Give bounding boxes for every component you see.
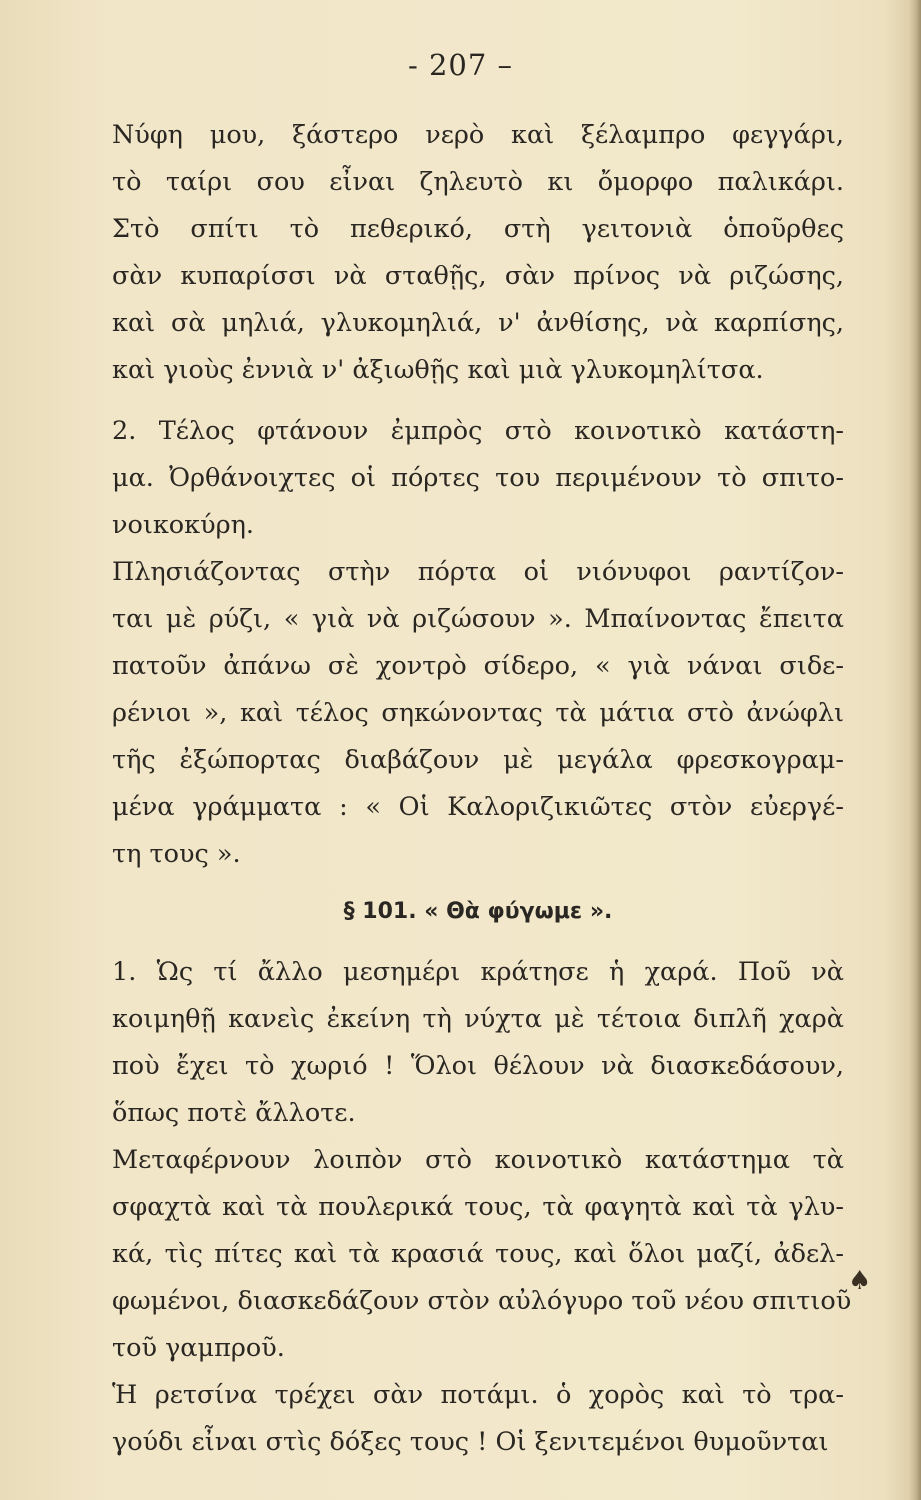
text-line: τῆς ἐξώπορτας διαβάζουν μὲ μεγάλα φρεσκογραμ- — [112, 745, 844, 775]
paragraph — [112, 1372, 844, 1466]
text-line: Μεταφέρνουν λοιπὸν στὸ κοινοτικὸ κατάστημα τὰ — [112, 1145, 844, 1175]
text-line: τοῦ γαμπροῦ. — [112, 1333, 285, 1363]
text-line: κοιμηθῇ κανεὶς ἐκείνη τὴ νύχτα μὲ τέτοια διπλῆ χαρὰ — [112, 1004, 844, 1034]
text-line: πατοῦν ἀπάνω σὲ χοντρὸ σίδερο, « γιὰ νάναι σιδε- — [112, 651, 844, 681]
text-line: μα. Ὀρθάνοιχτες οἱ πόρτες του περιμένουν τὸ σπιτο- — [112, 463, 844, 493]
text-line: Στὸ σπίτι τὸ πεθερικό, στὴ γειτονιὰ ὁποῦρθες — [112, 214, 844, 244]
text-line: Νύφη μου, ξάστερο νερὸ καὶ ξέλαμπρο φεγγάρι, — [112, 120, 844, 150]
section-heading: § 101. « Θὰ φύγωμε ». — [343, 899, 613, 924]
text-line: ται μὲ ρύζι, « γιὰ νὰ ριζώσουν ». Μπαίνοντας ἔπειτα — [112, 604, 844, 634]
paragraph — [112, 949, 844, 1137]
text-line: 1. Ὡς τί ἄλλο μεσημέρι κράτησε ἡ χαρά. Ποῦ νὰ — [112, 957, 844, 987]
margin-mark: ♠ — [848, 1266, 872, 1296]
text-line: τὸ ταίρι σου εἶναι ζηλευτὸ κι ὄμορφο παλικάρι. — [112, 167, 844, 197]
text-line: μένα γράμματα : « Οἱ Καλοριζικιῶτες στὸν εὐεργέ- — [112, 792, 844, 822]
text-line: Πλησιάζοντας στὴν πόρτα οἱ νιόνυφοι ραντίζον- — [112, 557, 844, 587]
text-line: ρένιοι », καὶ τέλος σηκώνοντας τὰ μάτια στὸ ἀνώφλι — [112, 698, 844, 728]
page-number: - 207 – — [407, 48, 514, 82]
text-line: σὰν κυπαρίσσι νὰ σταθῇς, σὰν πρίνος νὰ ριζώσης, — [112, 261, 844, 291]
text-line: νοικοκύρη. — [112, 510, 254, 540]
paragraph — [112, 1137, 852, 1372]
text-line: 2. Τέλος φτάνουν ἐμπρὸς στὸ κοινοτικὸ κατάστη- — [112, 416, 844, 446]
text-line: τη τους ». — [112, 839, 241, 869]
text-line: φωμένοι, διασκεδάζουν στὸν αὐλόγυρο τοῦ νέου σπιτιοῦ — [112, 1286, 852, 1316]
page-body — [112, 112, 852, 1466]
text-line: Ἡ ρετσίνα τρέχει σὰν ποτάμι. ὁ χορὸς καὶ τὸ τρα- — [112, 1380, 844, 1410]
text-line: ποὺ ἔχει τὸ χωριό ! Ὅλοι θέλουν νὰ διασκεδάσουν, — [112, 1051, 844, 1081]
text-line: σφαχτὰ καὶ τὰ πουλερικά τους, τὰ φαγητὰ καὶ τὰ γλυ- — [112, 1192, 844, 1222]
text-line: ὅπως ποτὲ ἄλλοτε. — [112, 1098, 356, 1128]
page-edge — [909, 0, 921, 1500]
text-line: κά, τὶς πίτες καὶ τὰ κρασιά τους, καὶ ὅλοι μαζί, ἀδελ- — [112, 1239, 844, 1269]
text-line: καὶ σὰ μηλιά, γλυκομηλιά, ν' ἀνθίσης, νὰ καρπίσης, — [112, 308, 844, 338]
text-line: καὶ γιοὺς ἐννιὰ ν' ἀξιωθῇς καὶ μιὰ γλυκομηλίτσα. — [112, 355, 764, 385]
paragraph — [112, 549, 844, 878]
text-line: γούδι εἶναι στὶς δόξες τους ! Οἱ ξενιτεμένοι θυμοῦνται — [112, 1427, 829, 1457]
paragraph — [112, 408, 844, 549]
poem-stanza — [112, 112, 844, 394]
